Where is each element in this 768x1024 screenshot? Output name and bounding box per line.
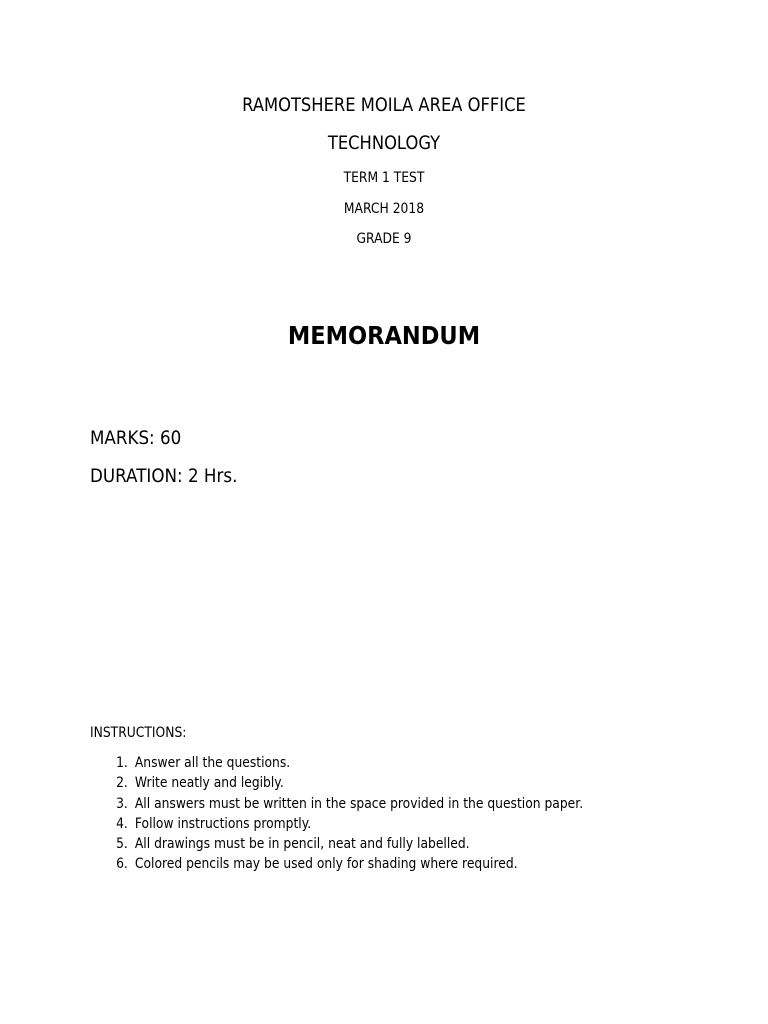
subject-heading: TECHNOLOGY <box>327 132 441 154</box>
instruction-text: Answer all the questions. <box>134 755 291 771</box>
exam-duration: DURATION: 2 Hrs. <box>90 465 238 487</box>
instruction-text: All drawings must be in pencil, neat and fully labelled. <box>134 836 470 853</box>
instruction-item <box>90 814 653 834</box>
instruction-number: 3. <box>116 795 128 812</box>
area-office-heading: RAMOTSHERE MOILA AREA OFFICE <box>242 94 526 116</box>
instruction-text: Follow instructions promptly. <box>134 815 312 832</box>
marks-total: MARKS: 60 <box>90 427 182 449</box>
test-name: TERM 1 TEST <box>343 170 425 186</box>
document-header <box>0 92 768 249</box>
instruction-number: 2. <box>116 775 128 792</box>
exam-meta <box>90 425 237 489</box>
instruction-number: 1. <box>116 755 128 771</box>
grade-level: GRADE 9 <box>356 231 412 247</box>
instruction-item <box>90 794 653 814</box>
instruction-number: 6. <box>116 856 128 873</box>
instruction-text: All answers must be written in the space provided in the question paper. <box>134 795 584 812</box>
instruction-number: 4. <box>116 815 128 832</box>
instruction-item <box>90 773 653 793</box>
instruction-item <box>90 753 653 773</box>
instruction-text: Write neatly and legibly. <box>134 775 284 792</box>
instruction-item <box>90 834 653 854</box>
instructions-list <box>90 753 653 875</box>
instructions-section <box>90 723 653 875</box>
instruction-text: Colored pencils may be used only for shading where required. <box>134 856 518 873</box>
document-title: MEMORANDUM <box>287 321 481 350</box>
test-date: MARCH 2018 <box>343 201 425 217</box>
instructions-heading: INSTRUCTIONS: <box>90 725 187 741</box>
instruction-number: 5. <box>116 836 128 853</box>
instruction-item <box>90 854 653 874</box>
